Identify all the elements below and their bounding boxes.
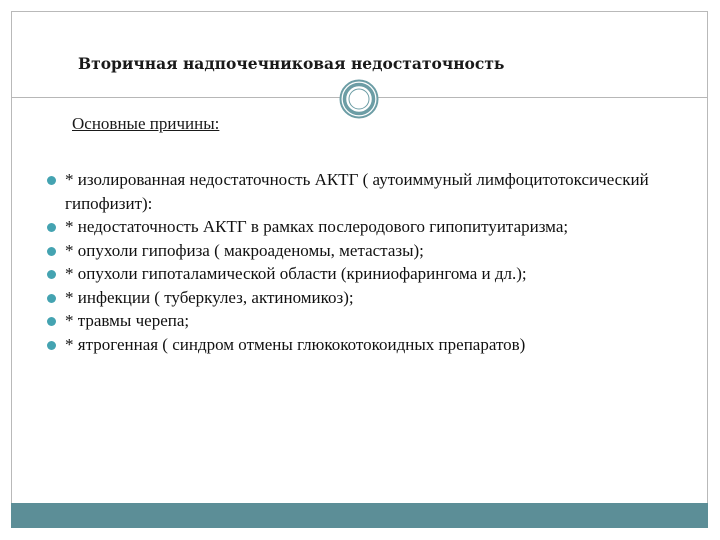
bullet-text: * опухоли гипофиза ( макроаденомы, метастазы);	[65, 240, 424, 260]
circle-ornament-icon	[339, 79, 379, 119]
bullet-text: * инфекции ( туберкулез, актиномикоз);	[65, 287, 354, 307]
bullet-dot-icon	[47, 317, 56, 326]
bullet-text: * недостаточность АКТГ в рамках послеродового гипопитуитаризма;	[65, 217, 569, 236]
bullet-item	[44, 309, 694, 333]
bullet-item	[44, 333, 694, 357]
bullet-item	[44, 286, 694, 310]
subtitle: Основные причины:	[72, 114, 220, 133]
bullet-text: * опухоли гипоталамической области (криниофарингома и дл.);	[65, 264, 527, 283]
bullet-dot-icon	[47, 176, 56, 185]
bullet-text: * изолированная недостаточность АКТГ ( аутоиммуный лимфоцитотоксический гипофизит):	[65, 170, 649, 213]
bullet-dot-icon	[47, 341, 56, 350]
bullet-dot-icon	[47, 247, 56, 256]
bullet-list	[44, 168, 694, 356]
bullet-item	[44, 239, 694, 263]
bullet-dot-icon	[47, 294, 56, 303]
bullet-item	[44, 168, 694, 215]
footer-bar	[11, 503, 708, 528]
bullet-item	[44, 215, 694, 239]
bullet-text: * ятрогенная ( синдром отмены глюкокотокоидных препаратов)	[65, 334, 526, 354]
bullet-dot-icon	[47, 223, 56, 232]
bullet-text: * травмы черепа;	[65, 311, 190, 330]
bullet-item	[44, 262, 694, 286]
bullet-dot-icon	[47, 270, 56, 279]
slide-title: Вторичная надпочечниковая недостаточность	[78, 54, 505, 73]
